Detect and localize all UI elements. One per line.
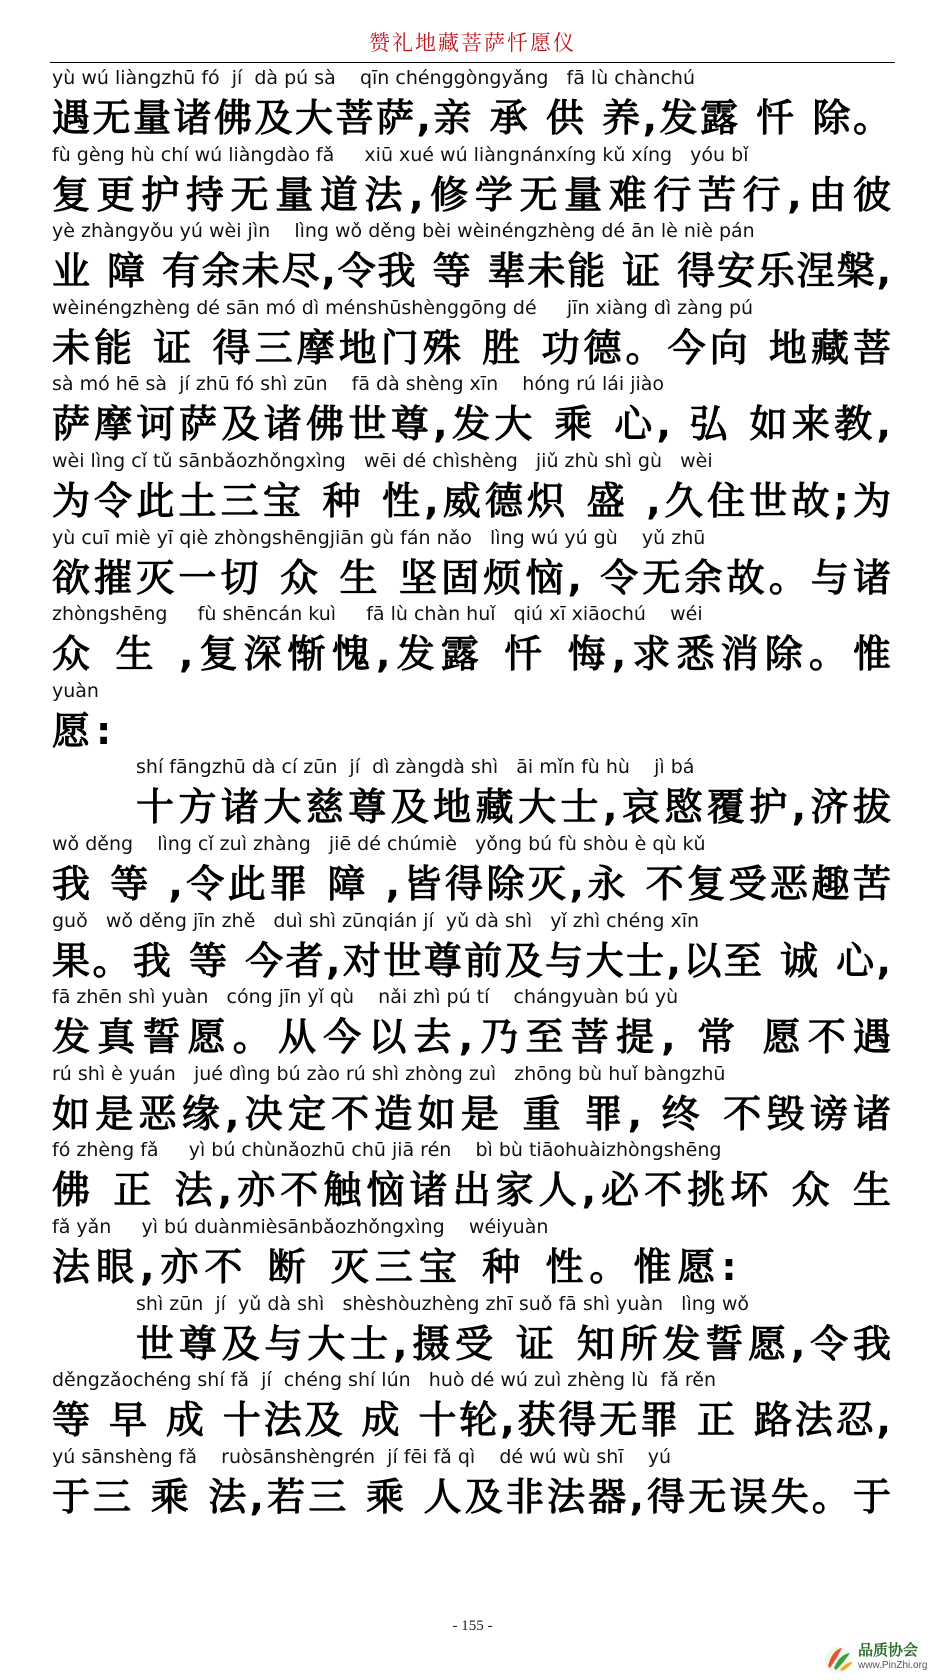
pinyin-line: wǒ děng lìng cǐ zuì zhàng jiē dé chúmiè yǒng bú fù shòu è qù kǔ	[52, 833, 706, 855]
text-line	[52, 141, 892, 221]
hanzi-line: 愿:	[52, 709, 118, 753]
hanzi-line: 为令此土三宝 种 性,威德炽 盛 ,久住世故;为	[52, 479, 892, 523]
text-line	[52, 1443, 892, 1523]
text-line	[52, 907, 892, 987]
text-line	[52, 1366, 892, 1446]
hanzi-line: 世尊及与大士,摄受 证 知所发誓愿,令我	[136, 1322, 892, 1366]
text-line	[52, 830, 892, 910]
pinyin-line: yù cuī miè yī qiè zhòngshēngjiān gù fán nǎo lìng wú yú gù yǔ zhū	[52, 527, 706, 549]
page-number: - 155 -	[452, 1618, 493, 1634]
watermark-logo-icon	[820, 1640, 856, 1676]
hanzi-line: 众 生 ,复深惭愧,发露 忏 悔,求悉消除。惟	[52, 632, 892, 676]
pinyin-line: děngzǎochéng shí fǎ jí chéng shí lún huò dé wú zuì zhèng lù fǎ rěn	[52, 1369, 717, 1391]
hanzi-line: 遇无量诸佛及大菩萨,亲 承 供 养,发露 忏 除。	[52, 96, 892, 140]
text-line	[52, 1213, 892, 1293]
pinyin-line: fó zhèng fǎ yì bú chùnǎozhū chū jiā rén bì bù tiāohuàizhòngshēng	[52, 1139, 722, 1161]
watermark-url: www.PinZhi.org	[858, 1660, 928, 1671]
pinyin-line: yè zhàngyǒu yú wèi jìn lìng wǒ děng bèi wèinéngzhèng dé ān lè niè pán	[52, 220, 755, 242]
pinyin-line: fù gèng hù chí wú liàngdào fǎ xiū xué wú liàngnánxíng kǔ xíng yóu bǐ	[52, 144, 749, 166]
hanzi-line: 等 早 成 十法及 成 十轮,获得无罪 正 路法忍,	[52, 1398, 892, 1442]
text-line	[52, 1060, 892, 1140]
text-line	[52, 983, 892, 1063]
pinyin-line: yuàn	[52, 680, 99, 702]
text-line	[52, 600, 892, 680]
text-line	[52, 64, 892, 144]
hanzi-line: 果。我 等 今者,对世尊前及与大士,以至 诚 心,	[52, 939, 892, 983]
pinyin-line: rú shì è yuán jué dìng bú zào rú shì zhòng zuì zhōng bù huǐ bàngzhū	[52, 1063, 726, 1085]
text-line	[52, 447, 892, 527]
pinyin-line: shì zūn jí yǔ dà shì shèshòuzhèng zhī suǒ fā shì yuàn lìng wǒ	[136, 1293, 750, 1315]
hanzi-line: 复更护持无量道法,修学无量难行苦行,由彼	[52, 173, 892, 217]
pinyin-line: fā zhēn shì yuàn cóng jīn yǐ qù nǎi zhì pú tí chángyuàn bú yù	[52, 986, 679, 1008]
pinyin-line: guǒ wǒ děng jīn zhě duì shì zūnqián jí yǔ dà shì yǐ zhì chéng xīn	[52, 910, 700, 932]
pinyin-line: shí fāngzhū dà cí zūn jí dì zàngdà shì āi mǐn fù hù jì bá	[136, 756, 695, 778]
pinyin-line: yú sānshèng fǎ ruòsānshèngrén jí fēi fǎ qì dé wú wù shī yú	[52, 1446, 672, 1468]
hanzi-line: 业 障 有余未尽,令我 等 辈未能 证 得安乐涅槃,	[52, 249, 892, 293]
pinyin-line: wèinéngzhèng dé sān mó dì ménshūshènggōng dé jīn xiàng dì zàng pú	[52, 297, 754, 319]
text-line	[52, 677, 892, 757]
text-line	[52, 370, 892, 450]
hanzi-line: 萨摩诃萨及诸佛世尊,发大 乘 心, 弘 如来教,	[52, 402, 892, 446]
text-line	[52, 217, 892, 297]
text-line	[136, 753, 892, 833]
watermark-title: 品质协会	[858, 1641, 919, 1659]
text-line	[52, 524, 892, 604]
watermark	[820, 1638, 940, 1678]
text-line	[52, 294, 892, 374]
text-line	[52, 1136, 892, 1216]
hanzi-line: 欲摧灭一切 众 生 坚固烦恼, 令无余故。与诸	[52, 556, 892, 600]
pinyin-line: zhòngshēng fù shēncán kuì fā lù chàn huǐ qiú xī xiāochú wéi	[52, 603, 703, 625]
page-header-title: 赞礼地藏菩萨忏愿仪	[369, 31, 576, 55]
hanzi-line: 佛 正 法,亦不触恼诸出家人,必不挑坏 众 生	[52, 1168, 892, 1212]
hanzi-line: 发真誓愿。从今以去,乃至菩提, 常 愿不遇	[52, 1015, 892, 1059]
hanzi-line: 如是恶缘,决定不造如是 重 罪, 终 不毁谤诸	[52, 1092, 892, 1136]
hanzi-line: 十方诸大慈尊及地藏大士,哀愍覆护,济拔	[136, 785, 892, 829]
pinyin-line: fǎ yǎn yì bú duànmièsānbǎozhǒngxìng wéiyuàn	[52, 1216, 549, 1238]
hanzi-line: 于三 乘 法,若三 乘 人及非法器,得无误失。于	[52, 1475, 892, 1519]
pinyin-line: sà mó hē sà jí zhū fó shì zūn fā dà shèng xīn hóng rú lái jiào	[52, 373, 665, 395]
hanzi-line: 法眼,亦不 断 灭三宝 种 性。惟愿:	[52, 1245, 743, 1289]
pinyin-line: wèi lìng cǐ tǔ sānbǎozhǒngxìng wēi dé chìshèng jiǔ zhù shì gù wèi	[52, 450, 713, 472]
hanzi-line: 未能 证 得三摩地门殊 胜 功德。今向 地藏菩	[52, 326, 892, 370]
pinyin-line: yù wú liàngzhū fó jí dà pú sà qīn chénggòngyǎng fā lù chànchú	[52, 67, 695, 89]
hanzi-line: 我 等 ,令此罪 障 ,皆得除灭,永 不复受恶趣苦	[52, 862, 892, 906]
text-line	[136, 1290, 892, 1370]
